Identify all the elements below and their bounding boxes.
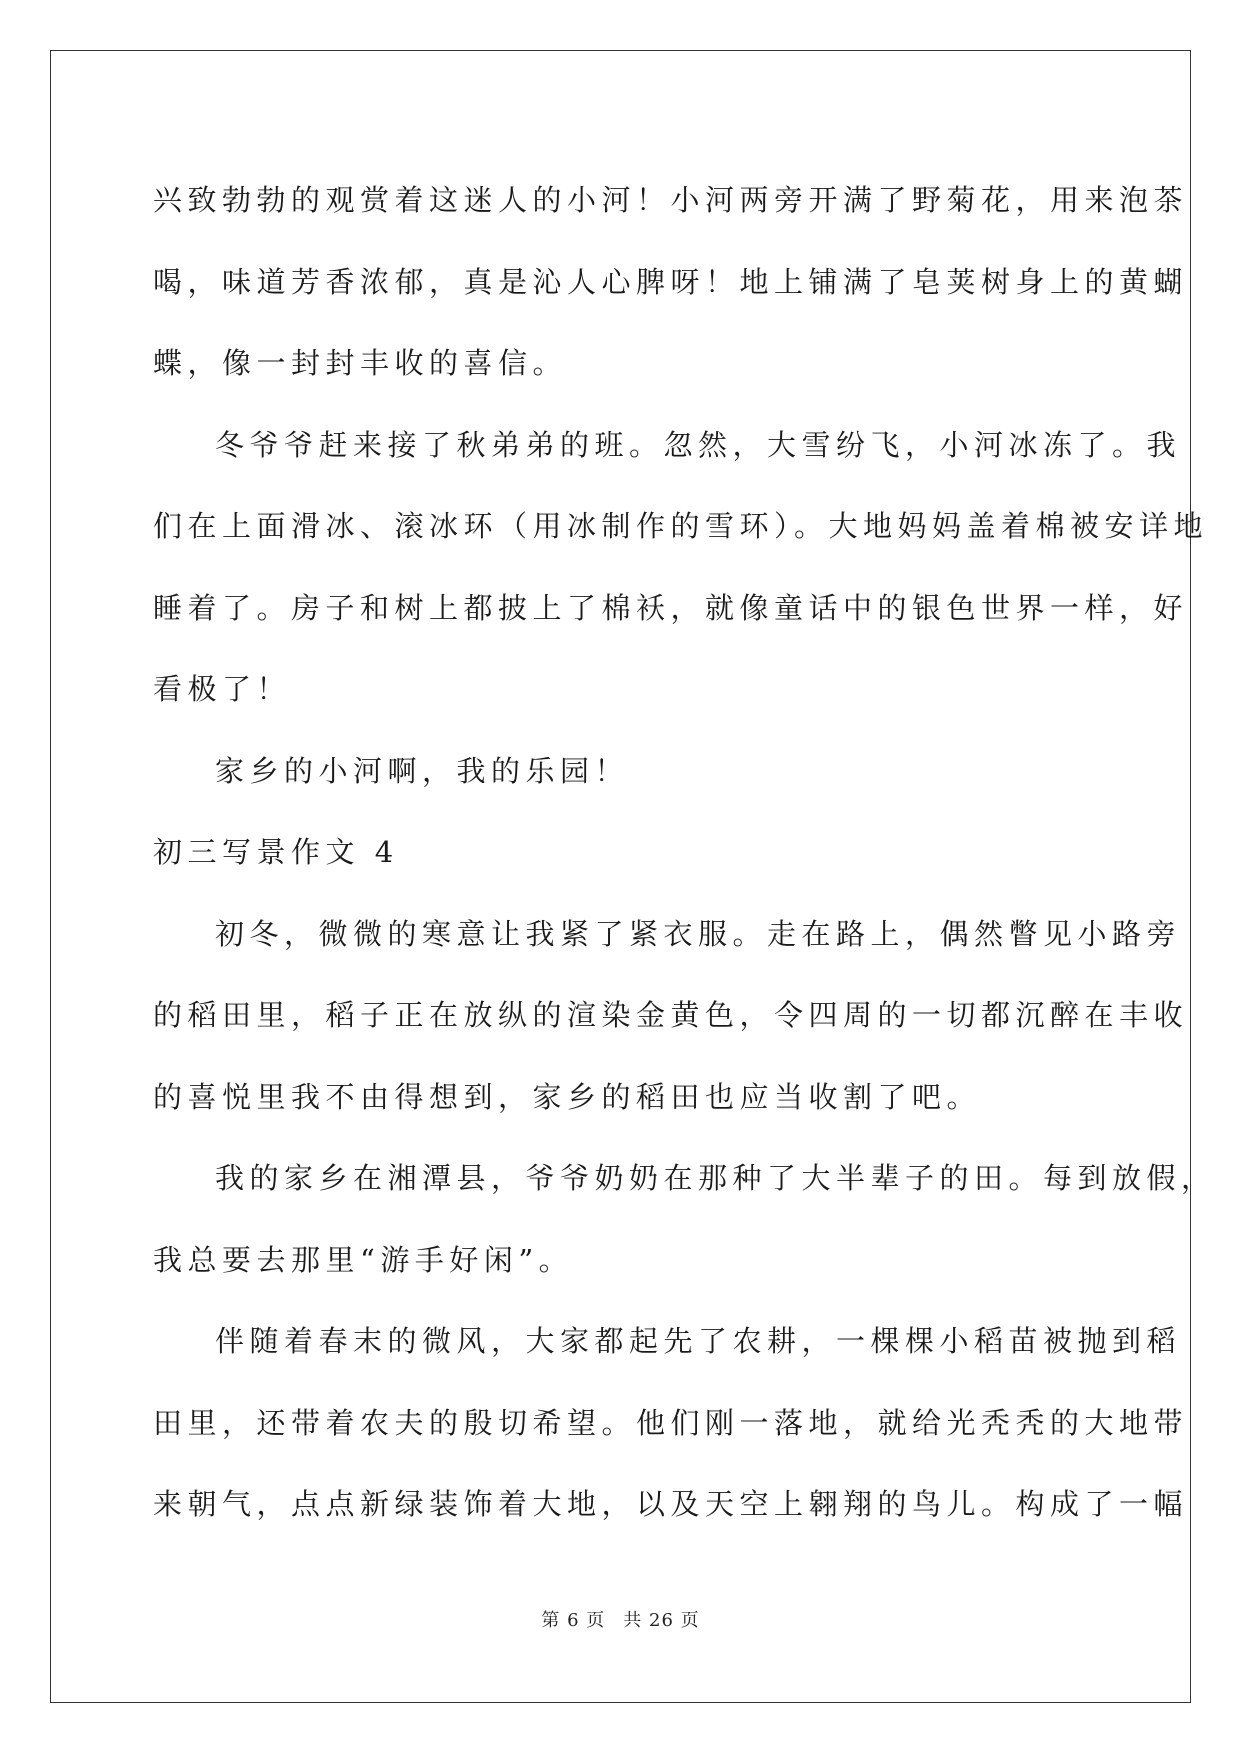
page-number: 第 6 页 <box>541 1610 606 1631</box>
text-line: 田里，还带着农夫的殷切希望。他们刚一落地，就给光秃秃的大地带 <box>153 1405 1189 1440</box>
text-line: 来朝气，点点新绿装饰着大地，以及天空上翱翔的鸟儿。构成了一幅 <box>153 1487 1189 1521</box>
text-line: 们在上面滑冰、滚冰环（用冰制作的雪环）。大地妈妈盖着棉被安详地 <box>153 509 1209 543</box>
text-line: 兴致勃勃的观赏着这迷人的小河！小河两旁开满了野菊花，用来泡茶 <box>153 183 1189 217</box>
text-line: 的喜悦里我不由得想到，家乡的稻田也应当收割了吧。 <box>153 1079 982 1114</box>
text-line: 睡着了。房子和树上都披上了棉袄，就像童话中的银色世界一样，好 <box>153 590 1189 625</box>
total-pages: 共 26 页 <box>623 1610 700 1631</box>
text-line: 喝，味道芳香浓郁，真是沁人心脾呀！地上铺满了皂荚树身上的黄蝴 <box>153 264 1189 299</box>
document-body <box>153 160 1216 1546</box>
page-footer <box>0 1606 1241 1632</box>
paragraph-start-line: 伴随着春末的微风，大家都起先了农耕，一棵棵小稻苗被抛到稻 <box>215 1324 1182 1358</box>
paragraph-start-line: 家乡的小河啊，我的乐园！ <box>215 753 630 788</box>
text-line: 的稻田里，稻子正在放纵的渲染金黄色，令四周的一切都沉醉在丰收 <box>153 998 1189 1032</box>
paragraph-start-line: 初冬，微微的寒意让我紧了紧衣服。走在路上，偶然瞥见小路旁 <box>215 916 1182 951</box>
section-heading: 初三写景作文 4 <box>153 835 399 869</box>
paragraph-start-line: 我的家乡在湘潭县，爷爷奶奶在那种了大半辈子的田。每到放假， <box>215 1161 1216 1195</box>
text-line: 我总要去那里“游手好闲”。 <box>153 1242 574 1277</box>
text-line: 看极了！ <box>153 672 292 706</box>
paragraph-start-line: 冬爷爷赶来接了秋弟弟的班。忽然，大雪纷飞，小河冰冻了。我 <box>215 427 1182 462</box>
text-line: 蝶，像一封封丰收的喜信。 <box>153 346 568 380</box>
